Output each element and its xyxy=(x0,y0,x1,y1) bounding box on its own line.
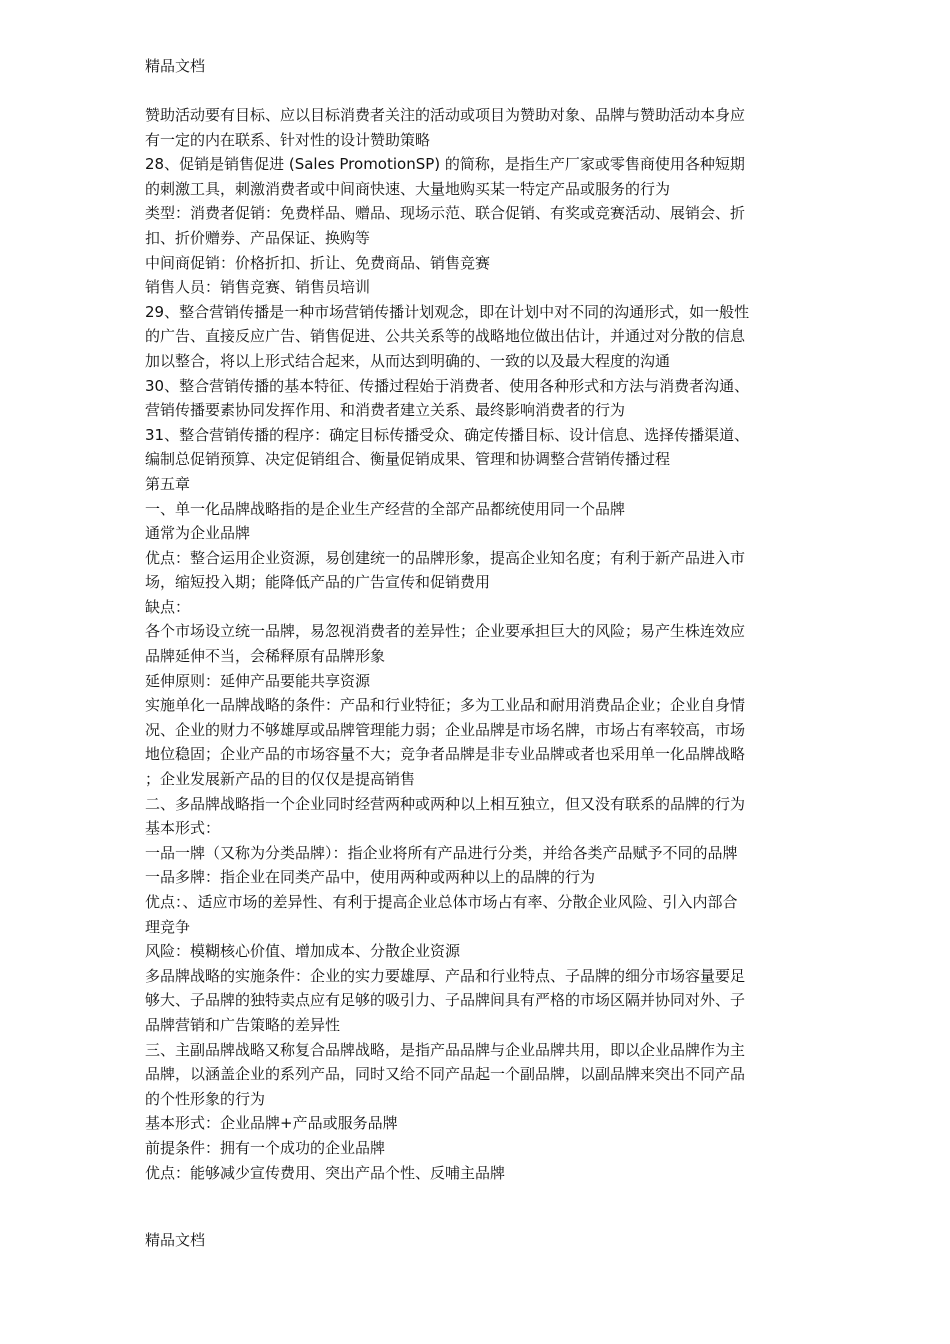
text-line: 二、多品牌战略指一个企业同时经营两种或两种以上相互独立，但又没有联系的品牌的行为 xyxy=(145,794,746,813)
page-footer: 精品文档 xyxy=(145,1231,206,1249)
text-line: 赞助活动要有目标、应以目标消费者关注的活动或项目为赞助对象、品牌与赞助活动本身应 xyxy=(145,106,746,124)
text-line: 优点：整合运用企业资源，易创建统一的品牌形象，提高企业知名度；有利于新产品进入市 xyxy=(145,548,746,567)
text-line: 中间商促销：价格折扣、折让、免费商品、销售竞赛 xyxy=(145,253,491,272)
page-header: 精品文档 xyxy=(145,57,206,75)
text-line: 品牌延伸不当，会稀释原有品牌形象 xyxy=(145,647,386,666)
text-line: 31、整合营销传播的程序：确定目标传播受众、确定传播目标、设计信息、选择传播渠道、 xyxy=(145,425,750,444)
text-line: 编制总促销预算、决定促销组合、衡量促销成果、管理和协调整合营销传播过程 xyxy=(145,450,671,469)
document-body xyxy=(145,103,815,1185)
text-line: 理竞争 xyxy=(145,917,191,936)
text-line: 的广告、直接反应广告、销售促进、公共关系等的战略地位做出估计，并通过对分散的信息 xyxy=(145,327,746,346)
text-line: ；企业发展新产品的目的仅仅是提高销售 xyxy=(145,770,416,789)
text-line: 延伸原则：延伸产品要能共享资源 xyxy=(145,671,371,690)
text-line: 加以整合，将以上形式结合起来，从而达到明确的、一致的以及最大程度的沟通 xyxy=(145,351,671,370)
text-line: 一品一牌（又称为分类品牌）：指企业将所有产品进行分类，并给各类产品赋予不同的品牌 xyxy=(145,843,738,862)
text-line: 的个性形象的行为 xyxy=(145,1089,266,1108)
text-line: 通常为企业品牌 xyxy=(145,524,251,543)
text-line: 场，缩短投入期；能降低产品的广告宣传和促销费用 xyxy=(145,573,491,592)
text-line: 销售人员：销售竞赛、销售员培训 xyxy=(145,278,371,297)
text-line: 实施单化一品牌战略的条件：产品和行业特征；多为工业品和耐用消费品企业；企业自身情 xyxy=(145,696,746,715)
text-line: 各个市场设立统一品牌，易忽视消费者的差异性；企业要承担巨大的风险；易产生株连效应 xyxy=(145,622,746,641)
text-line: 优点：能够减少宣传费用、突出产品个性、反哺主品牌 xyxy=(145,1163,506,1182)
text-line: 优点：、适应市场的差异性、有利于提高企业总体市场占有率、分散企业风险、引入内部合 xyxy=(145,893,738,911)
text-line: 前提条件：拥有一个成功的企业品牌 xyxy=(145,1138,386,1157)
text-line: 风险：模糊核心价值、增加成本、分散企业资源 xyxy=(145,942,461,961)
text-line: 缺点： xyxy=(145,597,191,616)
text-line: 况、企业的财力不够雄厚或品牌管理能力弱；企业品牌是市场名牌，市场占有率较高，市场 xyxy=(145,720,746,739)
text-line: 的刺激工具，刺激消费者或中间商快速、大量地购买某一特定产品或服务的行为 xyxy=(145,179,671,198)
text-line: 28、促销是销售促进 (Sales PromotionSP) 的简称，是指生产厂家或零售商使用各种短期 xyxy=(145,155,745,174)
text-line: 一、单一化品牌战略指的是企业生产经营的全部产品都统使用同一个品牌 xyxy=(145,499,626,518)
text-line: 够大、子品牌的独特卖点应有足够的吸引力、子品牌间具有严格的市场区隔并协同对外、子 xyxy=(145,991,746,1010)
text-line: 三、主副品牌战略又称复合品牌战略，是指产品品牌与企业品牌共用，即以企业品牌作为主 xyxy=(145,1040,746,1059)
text-line: 有一定的内在联系、针对性的设计赞助策略 xyxy=(145,130,431,149)
text-line: 29、整合营销传播是一种市场营销传播计划观念，即在计划中对不同的沟通形式，如一般性 xyxy=(145,302,750,321)
text-line: 30、整合营销传播的基本特征、传播过程始于消费者、使用各种形式和方法与消费者沟通、 xyxy=(145,376,750,395)
text-line: 类型：消费者促销：免费样品、赠品、现场示范、联合促销、有奖或竞赛活动、展销会、折 xyxy=(145,204,746,223)
text-line: 营销传播要素协同发挥作用、和消费者建立关系、最终影响消费者的行为 xyxy=(145,401,626,420)
text-line: 扣、折价赠券、产品保证、换购等 xyxy=(145,228,371,247)
text-line: 品牌营销和广告策略的差异性 xyxy=(145,1015,341,1034)
text-line: 一品多牌：指企业在同类产品中，使用两种或两种以上的品牌的行为 xyxy=(145,868,596,887)
text-line: 基本形式： xyxy=(145,819,221,838)
text-line: 多品牌战略的实施条件：企业的实力要雄厚、产品和行业特点、子品牌的细分市场容量要足 xyxy=(145,966,746,985)
text-line: 第五章 xyxy=(145,474,191,493)
text-line: 基本形式：企业品牌+产品或服务品牌 xyxy=(145,1114,398,1133)
text-line: 品牌，以涵盖企业的系列产品，同时又给不同产品起一个副品牌，以副品牌来突出不同产品 xyxy=(145,1065,746,1084)
text-line: 地位稳固；企业产品的市场容量不大；竞争者品牌是非专业品牌或者也采用单一化品牌战略 xyxy=(145,745,746,764)
